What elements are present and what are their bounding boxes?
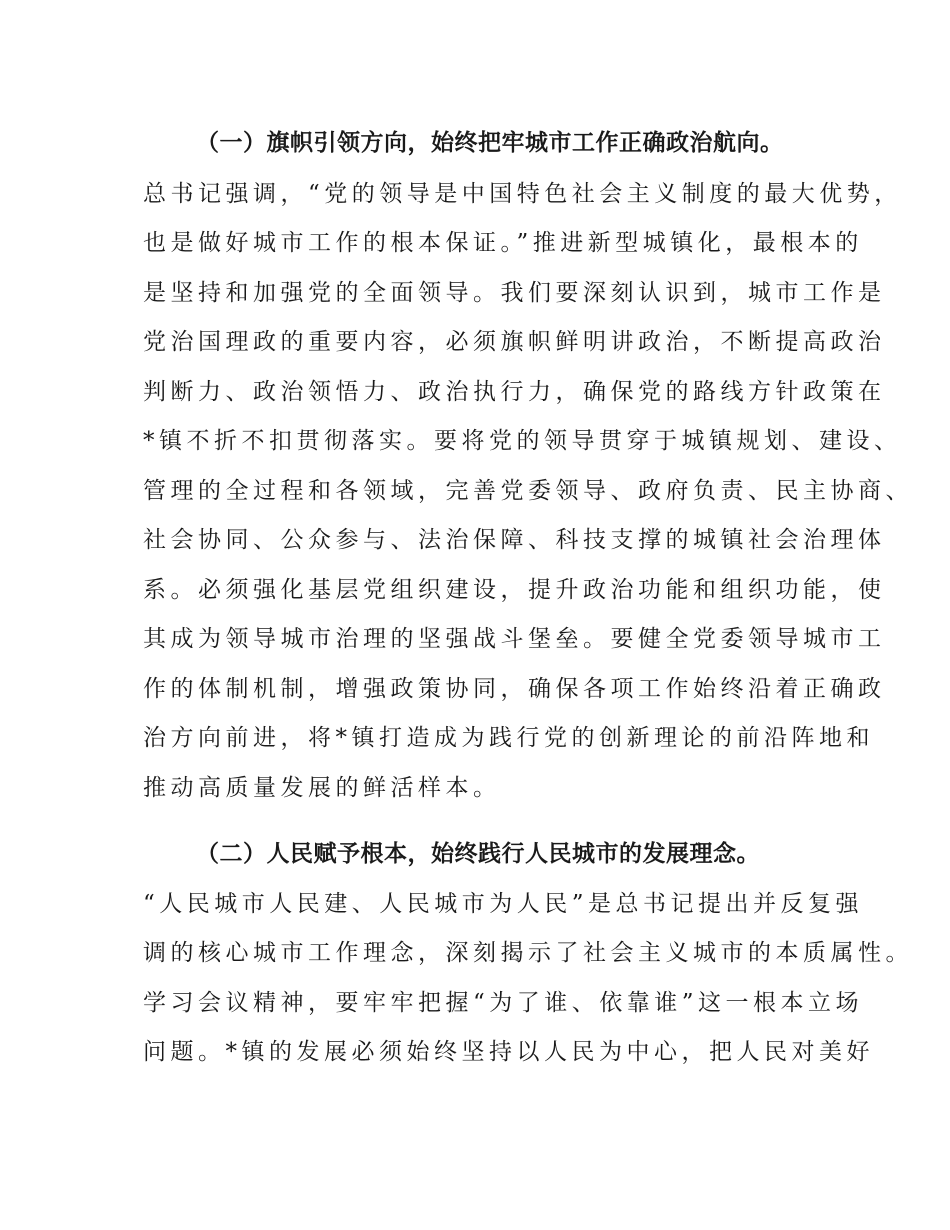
section-1-line-12: 治方向前进，将*镇打造成为践行党的创新理论的前沿阵地和 — [143, 725, 874, 751]
section-1-line-2: 也是做好城市工作的根本保证。”推进新型城镇化，最根本的 — [143, 230, 863, 256]
section-2-line-4: 问题。*镇的发展必须始终坚持以人民为中心，把人民对美好 — [143, 1039, 874, 1065]
section-1-line-11: 作的体制机制，增强政策协同，确保各项工作始终沿着正确政 — [143, 676, 886, 702]
section-2-line-1: “人民城市人民建、人民城市为人民”是总书记提出并反复强 — [143, 891, 864, 917]
section-1-line-1: 总书记强调，“党的领导是中国特色社会主义制度的最大优势， — [143, 181, 902, 207]
section-1-line-5: 判断力、政治领悟力、政治执行力，确保党的路线方针政策在 — [143, 379, 886, 405]
section-1-line-10: 其成为领导城市治理的坚强战斗堡垒。要健全党委领导城市工 — [143, 626, 886, 652]
section-1-line-3: 是坚持和加强党的全面领导。我们要深刻认识到，城市工作是 — [143, 280, 886, 306]
section-2-heading: （二）人民赋予根本，始终践行人民城市的发展理念。 — [196, 841, 760, 867]
section-1-line-6: *镇不折不扣贯彻落实。要将党的领导贯穿于城镇规划、建设、 — [143, 428, 902, 454]
section-1-line-13: 推动高质量发展的鲜活样本。 — [143, 775, 501, 801]
section-2-line-2: 调的核心城市工作理念，深刻揭示了社会主义城市的本质属性。 — [143, 940, 913, 966]
section-1-line-4: 党治国理政的重要内容，必须旗帜鲜明讲政治，不断提高政治 — [143, 329, 886, 355]
section-1-line-8: 社会协同、公众参与、法治保障、科技支撑的城镇社会治理体 — [143, 527, 886, 553]
section-1-heading: （一）旗帜引领方向，始终把牢城市工作正确政治航向。 — [196, 130, 784, 156]
section-2-line-3: 学习会议精神，要牢牢把握“为了谁、依靠谁”这一根本立场 — [143, 990, 864, 1016]
section-1-line-7: 管理的全过程和各领域，完善党委领导、政府负责、民主协商、 — [143, 478, 913, 504]
section-1-line-9: 系。必须强化基层党组织建设，提升政治功能和组织功能，使 — [143, 577, 886, 603]
